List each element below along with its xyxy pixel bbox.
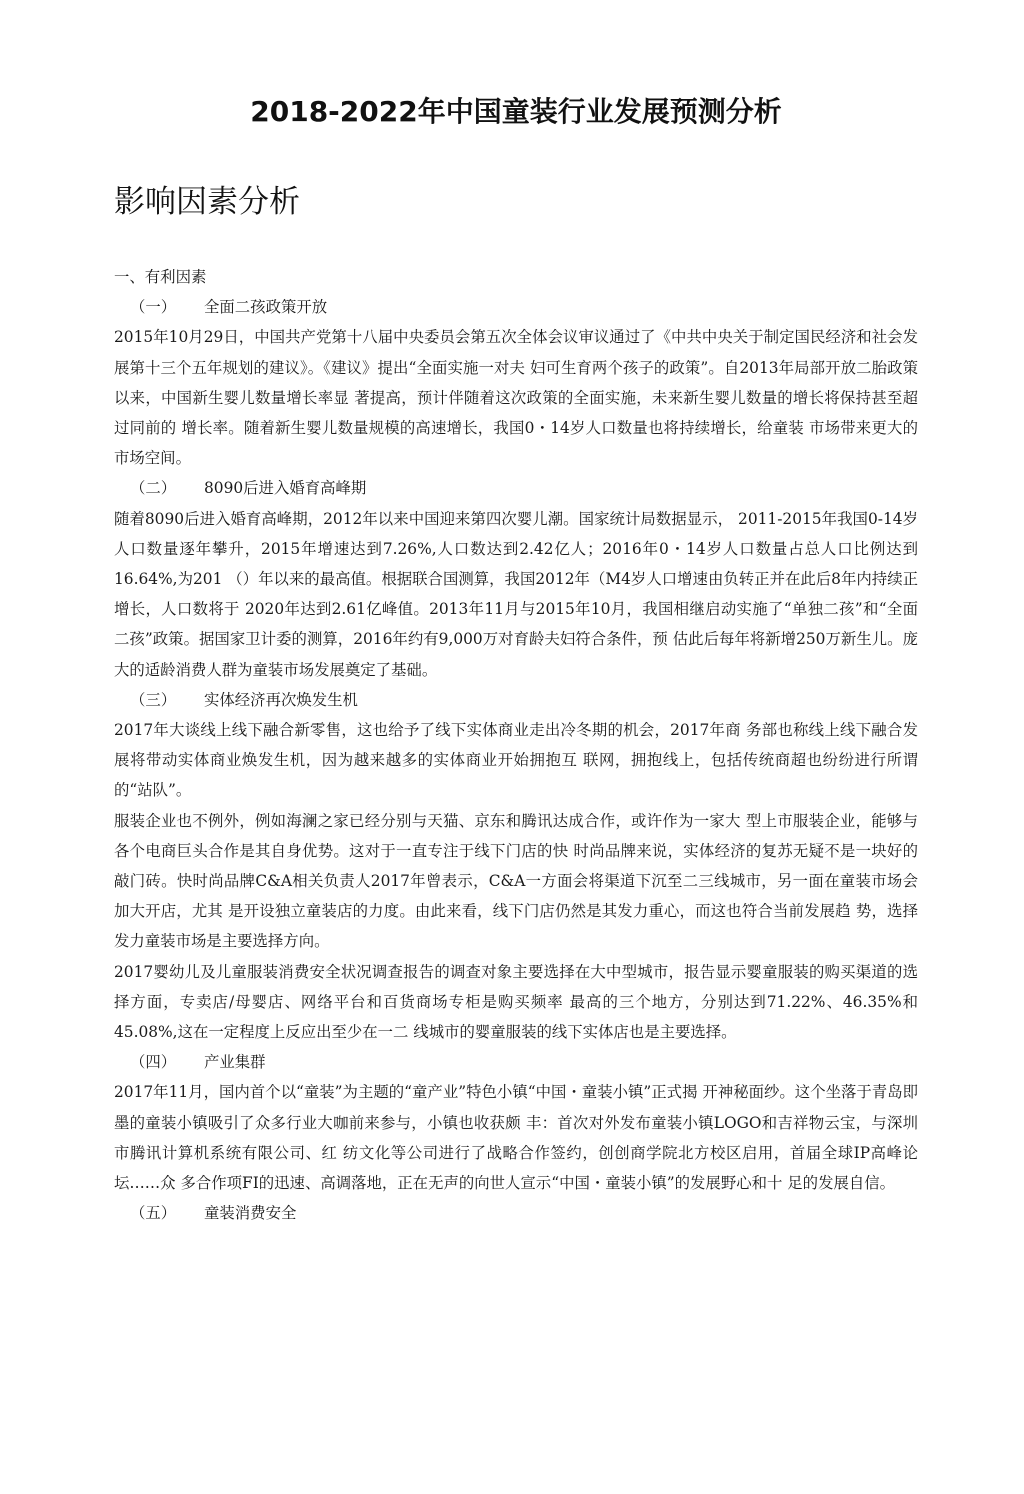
subsection-number: （五） (130, 1204, 177, 1223)
paragraph: 2017年11月，国内首个以“童装”为主题的“童产业”特色小镇“中国・童装小镇”正式揭 开神秘面纱。这个坐落于青岛即墨的童装小镇吸引了众多行业大咖前来参与，小镇也收获颇 丰：首次对外发布童装小镇LOGO和吉祥物云宝，与深圳市腾讯计算机系统有限公司、红 纺文化等公司进行了战略合作签约，创创商学院北方校区启用，首届全球IP高峰论坛……众 多合作项FI的迅速、高调落地，正在无声的向世人宣示“中国・童装小镇”的发展野心和十 足的发展自信。 (114, 1083, 918, 1193)
subsection-number: （四） (130, 1053, 177, 1072)
subsection-title: 实体经济再次焕发生机 (204, 690, 358, 709)
subsection-title: 产业集群 (204, 1053, 266, 1072)
paragraph: 2017婴幼儿及儿童服装消费安全状况调查报告的调查对象主要选择在大中型城市，报告显示婴童服装的购买渠道的选择方面，专卖店/母婴店、网络平台和百货商场专柜是购买频率 最高的三个地方，分别达到71.22%、46.35%和45.08%,这在一定程度上反应出至少在一二 线城市的婴童服装的线下实体店也是主要选择。 (114, 962, 918, 1042)
subsection-heading-1 (114, 292, 918, 322)
subsection-heading-5 (114, 1198, 918, 1228)
document-title: 2018-2022年中国童装行业发展预测分析 (250, 95, 782, 128)
subsection-heading-4 (114, 1047, 918, 1077)
subsection-title: 童装消费安全 (204, 1204, 297, 1223)
subsection-number: （二） (130, 479, 177, 498)
paragraph: 2015年10月29日，中国共产党第十八届中央委员会第五次全体会议审议通过了《中共中央关于制定国民经济和社会发展第十三个五年规划的建议》。《建议》提出“全面实施一对夫 妇可生育两个孩子的政策”。自2013年局部开放二胎政策以来，中国新生婴儿数量增长率显 著提高，预计伴随着这次政策的全面实施，未来新生婴儿数量的增长将保持甚至超过同前的 增长率。随着新生婴儿数量规模的高速增长，我国0・14岁人口数量也将持续增长，给童装 市场带来更大的市场空间。 (114, 328, 918, 468)
section-heading: 影响因素分析 (114, 184, 300, 220)
subsection-heading-3 (114, 685, 918, 715)
paragraph: 2017年大谈线上线下融合新零售，这也给予了线下实体商业走出冷冬期的机会，2017年商 务部也称线上线下融合发展将带动实体商业焕发生机，因为越来越多的实体商业开始拥抱互 联网，拥抱线上，包括传统商超也纷纷进行所谓的“站队”。 (114, 721, 918, 800)
paragraph: 服装企业也不例外，例如海澜之家已经分别与天猫、京东和腾讯达成合作，或许作为一家大 型上市服装企业，能够与各个电商巨头合作是其自身优势。这对于一直专注于线下门店的快 时尚品牌来说，实体经济的复苏无疑不是一块好的敲门砖。快时尚品牌C&A相关负责人2017年曾表示，C&A一方面会将渠道下沉至二三线城市，另一面在童装市场会加大开店，尤其 是开设独立童装店的力度。由此来看，线下门店仍然是其发力重心，而这也符合当前发展趋 势，选择发力童装市场是主要选择方向。 (114, 811, 918, 951)
subsection-heading-2 (114, 473, 918, 503)
subsection-number: （一） (130, 298, 177, 317)
part-heading: 一、有利因素 (114, 268, 207, 286)
document-body (114, 262, 918, 1229)
paragraph: 随着8090后进入婚育高峰期，2012年以来中国迎来第四次婴儿潮。国家统计局数据显示， 2011-2015年我国0-14岁人口数量逐年攀升，2015年增速达到7.26%,人口数达到2.42亿人；2016年0・14岁人口数量占总人口比例达到16.64%,为201 （）年以来的最高值。根据联合国测算，我国2012年（M4岁人口增速由负转正并在此后8年内持续正增长，人口数将于 2020年达到2.61亿峰值。2013年11月与2015年10月，我国相继启动实施了“单独二孩”和“全面二孩”政策。据国家卫计委的测算，2016年约有9,000万对育龄夫妇符合条件，预 估此后每年将新增250万新生儿。庞大的适龄消费人群为童装市场发展奠定了基础。 (114, 509, 918, 679)
subsection-title: 全面二孩政策开放 (204, 298, 328, 317)
subsection-number: （三） (130, 690, 177, 709)
subsection-title: 8090后进入婚育高峰期 (204, 479, 367, 498)
